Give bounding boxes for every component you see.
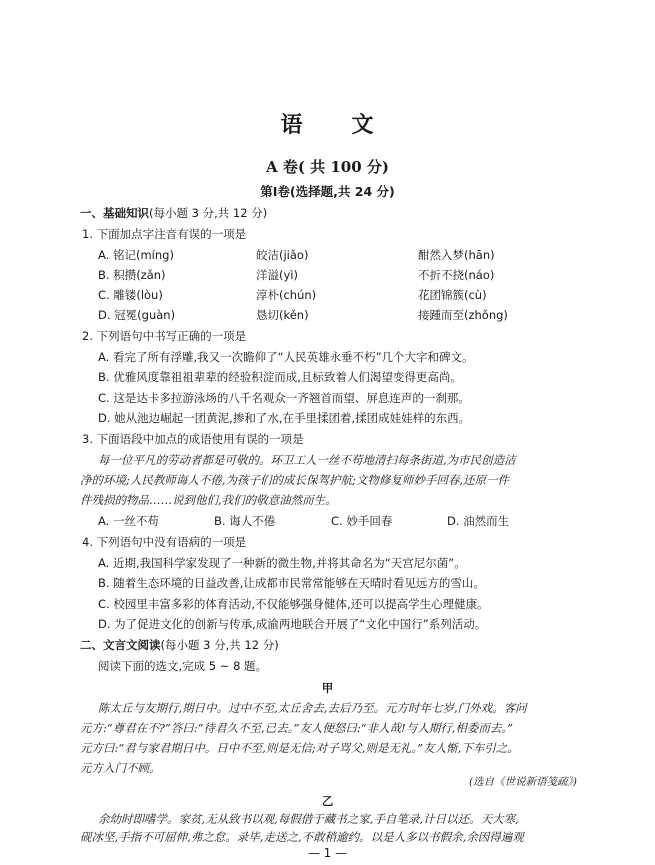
- question-2-stem: 2. 下列语句中书写正确的一项是: [82, 329, 247, 343]
- volume-title: A 卷( 共 100 分): [265, 158, 390, 176]
- q1-option-d-3: 接踵而至(zhǒng): [418, 308, 508, 322]
- section-heading-basic: [80, 206, 267, 221]
- section-note: (每小题 3 分,共 12 分): [149, 206, 268, 220]
- q2-option-d: D. 她从池边崛起一团黄泥,掺和了水,在手里揉团着,揉团成娃娃样的东西。: [98, 411, 471, 425]
- q1-option-b-3: 不折不挠(náo): [418, 268, 495, 282]
- q4-option-b: B. 随着生态环境的日益改善,让成都市民常常能够在天晴时看见远方的雪山。: [98, 576, 485, 590]
- q4-option-a: A. 近期,我国科学家发现了一种新的微生物,并将其命名为“天宫尼尔菌”。: [98, 556, 466, 570]
- q3-passage-line-1: 每一位平凡的劳动者都是可敬的。环卫工人一丝不苟地清扫每条街道,为市民创造洁: [98, 453, 516, 467]
- q1-option-d-1: D. 冠冕(guàn): [98, 308, 176, 322]
- yi-line-1: 余幼时即嗜学。家贫,无从致书以观,每假借于藏书之家,手自笔录,计日以还。天大寒,: [98, 812, 519, 826]
- jia-line-4: 元方入门不顾。: [80, 761, 161, 775]
- q3-passage-line-2: 净的环境;人民教师诲人不倦,为孩子们的成长保驾护航;文物修复师妙手回春,还原一件: [80, 473, 510, 487]
- jia-line-3: 元方曰:“君与家君期日中。日中不至,则是无信;对子骂父,则是无礼。”友人惭,下车引之。: [80, 741, 519, 755]
- q3-choice-b: B. 诲人不倦: [214, 514, 276, 528]
- q2-option-a: A. 看完了所有浮雕,我又一次瞻仰了“人民英雄永垂不朽”几个大字和碑文。: [98, 350, 474, 364]
- reading-instructions: 阅读下面的选文,完成 5 ~ 8 题。: [98, 659, 268, 673]
- jia-line-2: 元方:“尊君在不?”答曰:“待君久不至,已去。”友人便怒曰:“非人哉!与人期行,相委而去。”: [80, 721, 513, 735]
- page-title: [0, 108, 655, 139]
- q1-option-a-2: 皎洁(jiǎo): [256, 248, 309, 262]
- section-heading-classical: [80, 638, 279, 653]
- section-note: (每小题 3 分,共 12 分): [160, 638, 279, 652]
- q1-option-c-3: 花团锦簇(cù): [418, 288, 487, 302]
- question-1-stem: 1. 下面加点字注音有误的一项是: [82, 227, 247, 241]
- q1-option-d-2: 恳切(kěn): [256, 308, 309, 322]
- passage-jia-label: 甲: [321, 681, 334, 695]
- q2-option-b: B. 优雅风度靠祖祖辈辈的经验积淀而成,且标致着人们渴望变得更高尚。: [98, 370, 462, 384]
- q1-option-a-1: A. 铭记(míng): [98, 248, 174, 262]
- passage-yi-label: 乙: [321, 794, 334, 808]
- jia-line-1: 陈太丘与友期行,期日中。过中不至,太丘舍去,去后乃至。元方时年七岁,门外戏。客问: [98, 701, 527, 715]
- part-title: 第Ⅰ卷(选择题,共 24 分): [260, 184, 395, 199]
- q1-option-b-2: 洋溢(yì): [256, 268, 298, 282]
- q3-choice-a: A. 一丝不苟: [98, 514, 159, 528]
- section-heading-text: 一、基础知识: [80, 206, 149, 220]
- q1-option-b-1: B. 积攒(zǎn): [98, 268, 166, 282]
- q1-option-c-2: 淳朴(chún): [256, 288, 317, 302]
- q3-choice-d: D. 油然而生: [447, 514, 510, 528]
- q1-option-a-3: 酣然入梦(hān): [418, 248, 495, 262]
- q3-passage-line-3: 件残损的物品……说到他们,我们的敬意油然而生。: [80, 493, 337, 507]
- q3-choice-c: C. 妙手回春: [331, 514, 393, 528]
- yi-line-2: 砚冰坚,手指不可屈伸,弗之怠。录毕,走送之,不敢稍逾约。以是人多以书假余,余因得遍观: [80, 830, 524, 844]
- jia-source: (选自《世说新语笺疏》): [469, 776, 577, 788]
- q2-option-c: C. 这是达卡多拉游泳场的八千名观众一齐翘首而望、屏息连声的一刹那。: [98, 391, 470, 405]
- title-char-2: 文: [351, 113, 375, 138]
- q4-option-d: D. 为了促进文化的创新与传承,成渝两地联合开展了“文化中国行”系列活动。: [98, 617, 487, 631]
- question-4-stem: 4. 下列语句中没有语病的一项是: [82, 535, 247, 549]
- question-3-stem: 3. 下面语段中加点的成语使用有误的一项是: [82, 432, 304, 446]
- q1-option-c-1: C. 雕镂(lòu): [98, 288, 163, 302]
- q4-option-c: C. 校园里丰富多彩的体育活动,不仅能够强身健体,还可以提高学生心理健康。: [98, 597, 489, 611]
- section-heading-text: 二、文言文阅读: [80, 638, 161, 652]
- title-char-1: 语: [280, 113, 304, 138]
- page-number: — 1 —: [307, 846, 348, 860]
